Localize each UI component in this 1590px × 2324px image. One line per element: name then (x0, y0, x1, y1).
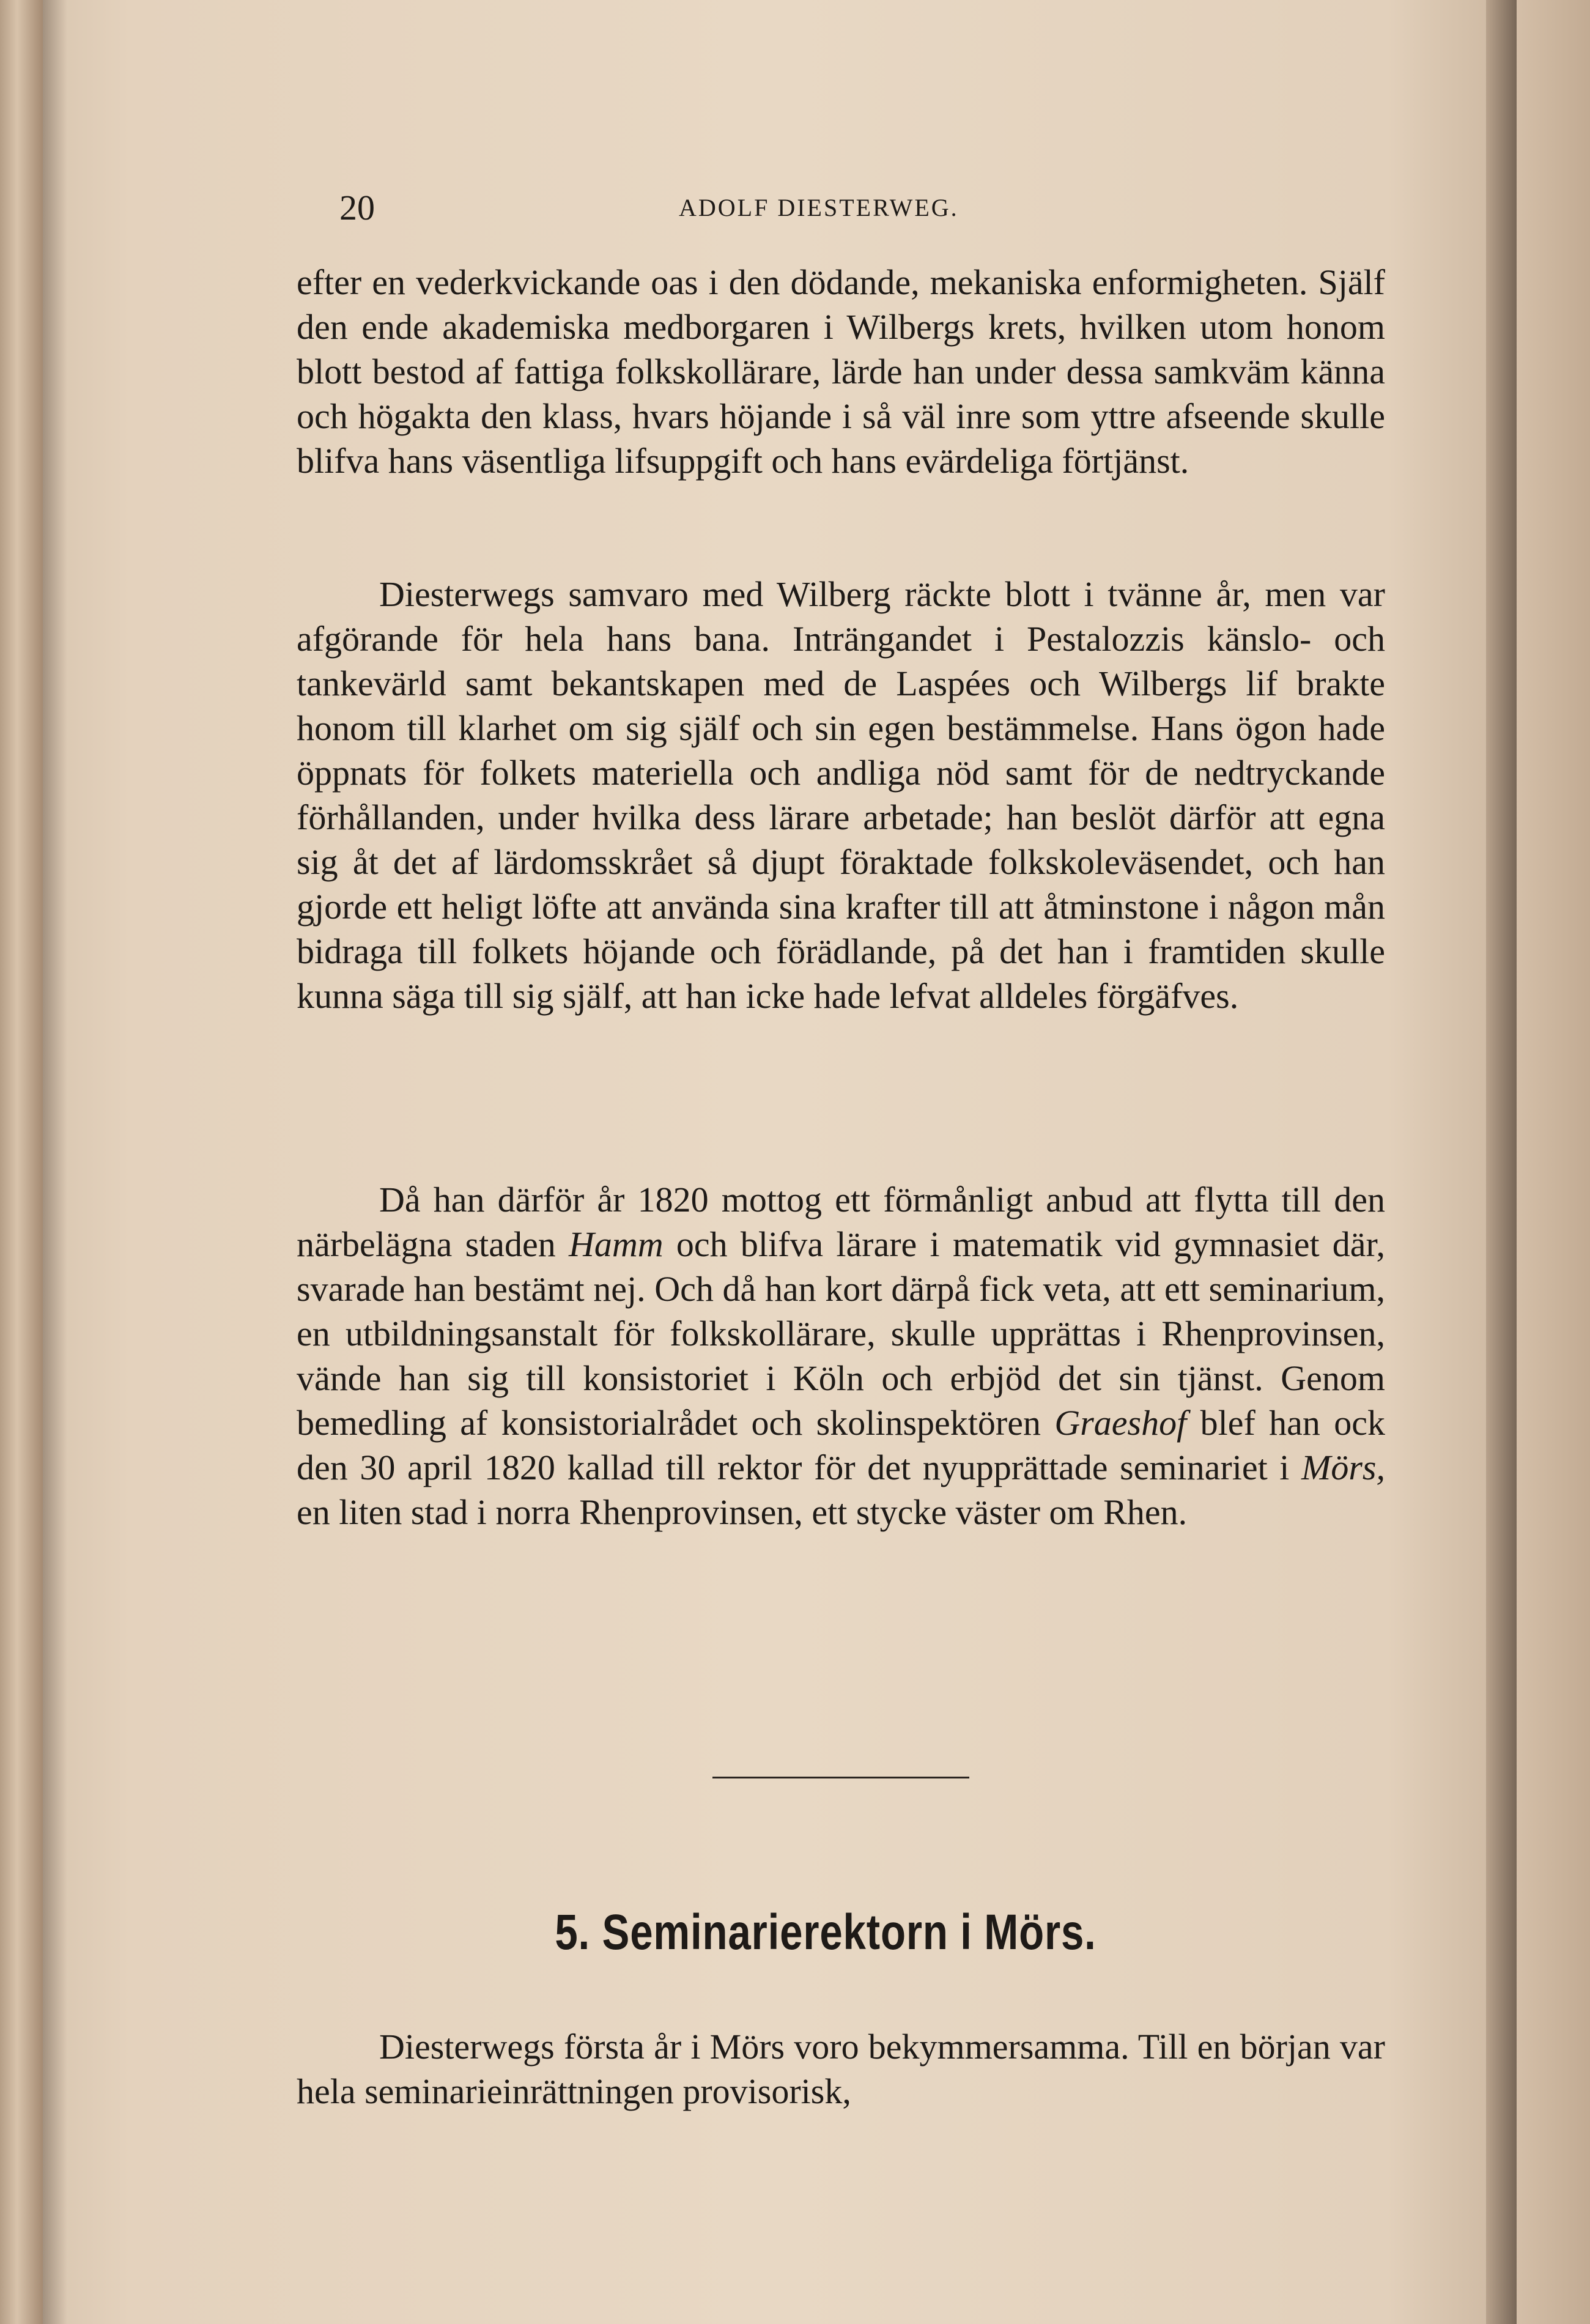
place-name-moers: Mörs, (1301, 1448, 1385, 1487)
section-divider-rule (712, 1777, 969, 1778)
running-title: ADOLF DIESTERWEG. (679, 194, 959, 221)
paragraph-3-part-c: blef han ock den 30 april 1820 kallad till rektor för det nyupprättade seminariet i (297, 1403, 1385, 1487)
page-number: 20 (339, 188, 375, 228)
person-name-graeshof: Graeshof (1054, 1403, 1187, 1443)
page-header (257, 183, 1394, 232)
paragraph-3-part-a: Då han därför år 1820 mottog ett förmånligt anbud att flytta till den närbelägna staden (297, 1180, 1385, 1264)
paragraph-3 (297, 1177, 1385, 1534)
paragraph-3-part-b: och blifva lärare i matematik vid gymnasiet där, svarade han bestämt nej. Och då han kort därpå fick veta, att ett seminarium, en utbildningsanstalt för folkskollärare, skulle upprättas i Rhenprovinsen, vände han sig till konsistoriet i Köln och erbjöd det sin tjänst. Genom bemedling af konsistorialrådet och skolinspektören (297, 1224, 1386, 1443)
paragraph-2: Diesterwegs samvaro med Wilberg räckte blott i tvänne år, men var afgörande för hela hans bana. Inträngandet i Pestalozzis känslo- och tankevärld samt bekantskapen med de Laspées och Wilbergs lif brakte honom till klarhet om sig själf och sin egen bestämmelse. Hans ögon hade öppnats för folkets materiella och andliga nöd samt för de nedtryckande förhållanden, under hvilka dess lärare arbetade; han beslöt därför att egna sig åt det af lärdomsskrået så djupt föraktade folkskoleväsendet, och han gjorde ett heligt löfte att använda sina krafter till att åtminstone i någon mån bidraga till folkets höjande och förädlande, på det han i framtiden skulle kunna säga till sig själf, att han icke hade lefvat alldeles förgäfves. (297, 574, 1385, 1016)
section-heading: 5. Seminarierektorn i Mörs. (555, 1904, 1096, 1960)
paragraph-1: efter en vederkvickande oas i den dödande, mekaniska enformigheten. Själf den ende akademiska medborgaren i Wilbergs krets, hvilken utom honom blott bestod af fattiga folkskollärare, lärde han under dessa samkväm känna och högakta den klass, hvars höjande i så väl inre som yttre afseende skulle blifva hans väsentliga lifsuppgift och hans evärdeliga förtjänst. (297, 262, 1385, 481)
paragraph-4: Diesterwegs första år i Mörs voro bekymmersamma. Till en början var hela seminarieinrättningen provisorisk, (297, 2027, 1385, 2111)
next-page-edge (1517, 0, 1590, 2324)
place-name-hamm: Hamm (569, 1224, 664, 1264)
previous-page-edge (0, 0, 43, 2324)
page-shadow (43, 0, 67, 2324)
paragraph-3-part-d: en liten stad i norra Rhenprovinsen, ett stycke väster om Rhen. (297, 1492, 1188, 1532)
